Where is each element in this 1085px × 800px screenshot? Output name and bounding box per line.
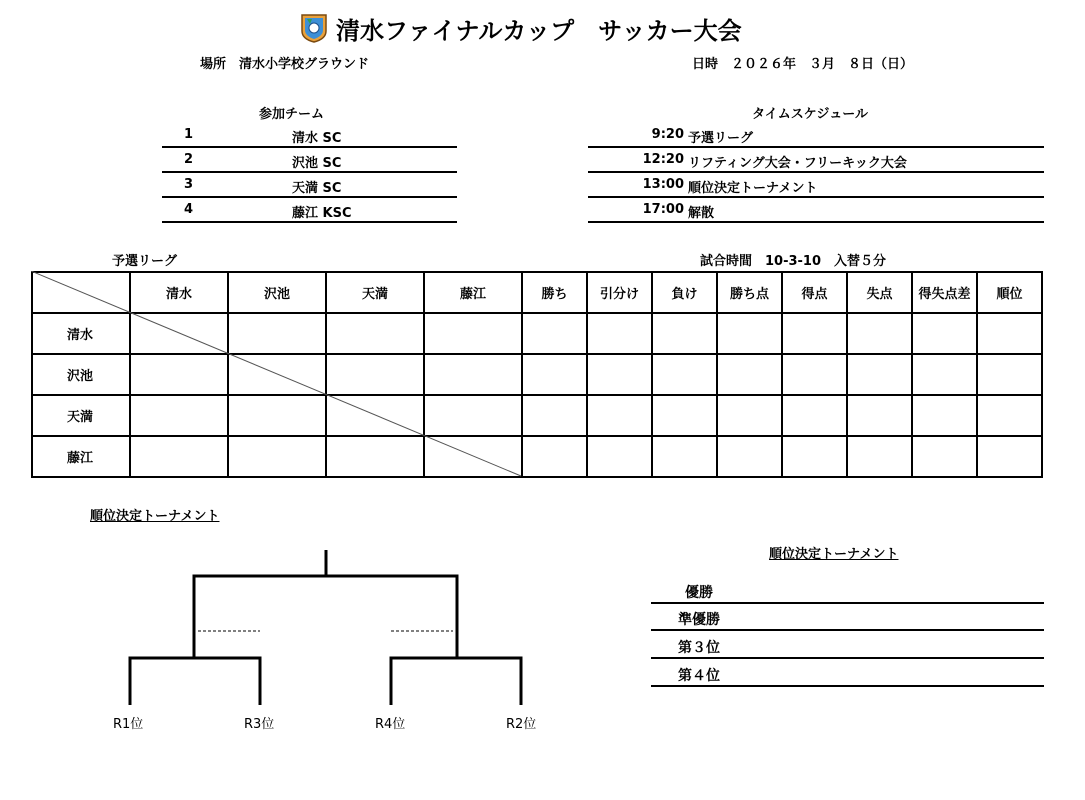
- stat-cell[interactable]: [782, 436, 847, 477]
- row-header: 天満: [32, 395, 130, 436]
- results-heading: 順位決定トーナメント: [769, 547, 899, 562]
- stat-cell[interactable]: [522, 436, 587, 477]
- stat-cell[interactable]: [912, 395, 977, 436]
- team-row: [162, 199, 457, 223]
- bracket-slot-r3: R3位: [244, 717, 275, 732]
- stat-cell[interactable]: [587, 395, 652, 436]
- score-cell[interactable]: [424, 313, 522, 354]
- stat-cell[interactable]: [717, 354, 782, 395]
- table-row: [32, 436, 1042, 477]
- league-heading: 予選リーグ: [112, 254, 178, 269]
- schedule-row: [588, 149, 1044, 173]
- stat-cell[interactable]: [587, 354, 652, 395]
- score-cell[interactable]: [424, 436, 522, 477]
- tournament-bracket: [100, 540, 560, 710]
- col-header: 天満: [326, 272, 424, 313]
- stat-cell[interactable]: [977, 354, 1042, 395]
- stat-cell[interactable]: [717, 395, 782, 436]
- team-name: 沢池 SC: [292, 156, 342, 171]
- table-row: [32, 313, 1042, 354]
- schedule-event: 予選リーグ: [688, 131, 754, 146]
- col-header: 勝ち点: [717, 272, 782, 313]
- stat-cell[interactable]: [717, 436, 782, 477]
- stat-cell[interactable]: [587, 313, 652, 354]
- result-row: [651, 604, 1044, 631]
- schedule-time: 9:20: [651, 127, 684, 142]
- stat-cell[interactable]: [652, 436, 717, 477]
- score-cell[interactable]: [326, 354, 424, 395]
- schedule-event: 順位決定トーナメント: [688, 181, 818, 196]
- score-cell[interactable]: [130, 436, 228, 477]
- league-info: 試合時間 10-3-10 入替５分: [700, 254, 887, 269]
- stat-cell[interactable]: [782, 313, 847, 354]
- team-number: 4: [184, 202, 194, 217]
- stat-cell[interactable]: [977, 436, 1042, 477]
- col-header: 順位: [977, 272, 1042, 313]
- title-text: 清水ファイナルカップ サッカー大会: [336, 16, 742, 45]
- stat-cell[interactable]: [847, 354, 912, 395]
- score-cell[interactable]: [326, 313, 424, 354]
- schedule-event: 解散: [688, 206, 715, 221]
- bracket-semifinal-left: [130, 658, 260, 705]
- row-header: 沢池: [32, 354, 130, 395]
- team-name: 清水 SC: [292, 131, 342, 146]
- stat-cell[interactable]: [522, 354, 587, 395]
- stat-cell[interactable]: [847, 436, 912, 477]
- score-cell[interactable]: [228, 313, 326, 354]
- col-header: 清水: [130, 272, 228, 313]
- schedule-row: [588, 199, 1044, 223]
- schedule-time: 17:00: [642, 202, 684, 217]
- league-table: [31, 271, 1043, 478]
- stat-cell[interactable]: [977, 395, 1042, 436]
- result-label: 準優勝: [678, 612, 720, 628]
- score-cell[interactable]: [130, 313, 228, 354]
- col-header: 得失点差: [912, 272, 977, 313]
- score-cell[interactable]: [424, 354, 522, 395]
- col-header: 藤江: [424, 272, 522, 313]
- schedule-event: リフティング大会・フリーキック大会: [688, 156, 907, 171]
- stat-cell[interactable]: [717, 313, 782, 354]
- team-number: 2: [184, 152, 194, 167]
- row-header: 藤江: [32, 436, 130, 477]
- stat-cell[interactable]: [652, 395, 717, 436]
- stat-cell[interactable]: [652, 313, 717, 354]
- col-header: 沢池: [228, 272, 326, 313]
- bracket-semifinal-right: [391, 658, 521, 705]
- stat-cell[interactable]: [847, 395, 912, 436]
- result-row: [651, 660, 1044, 687]
- stat-cell[interactable]: [912, 354, 977, 395]
- schedule-row: [588, 174, 1044, 198]
- col-header: 得点: [782, 272, 847, 313]
- team-number: 1: [184, 127, 194, 142]
- score-cell[interactable]: [228, 354, 326, 395]
- result-label: 優勝: [685, 585, 713, 601]
- team-name: 藤江 KSC: [292, 206, 352, 221]
- page-title: [300, 8, 742, 48]
- result-row: [651, 632, 1044, 659]
- team-name: 天満 SC: [292, 181, 342, 196]
- schedule-time: 12:20: [642, 152, 684, 167]
- stat-cell[interactable]: [912, 313, 977, 354]
- team-row: [162, 174, 457, 198]
- club-emblem-icon: [300, 13, 328, 43]
- bracket-slot-r4: R4位: [375, 717, 406, 732]
- schedule-row: [588, 124, 1044, 148]
- table-row: [32, 354, 1042, 395]
- stat-cell[interactable]: [522, 313, 587, 354]
- tournament-heading: 順位決定トーナメント: [90, 509, 220, 524]
- venue-label: 場所 清水小学校グラウンド: [200, 57, 370, 72]
- col-header: 失点: [847, 272, 912, 313]
- stat-cell[interactable]: [782, 395, 847, 436]
- score-cell[interactable]: [130, 395, 228, 436]
- stat-cell[interactable]: [587, 436, 652, 477]
- teams-heading: 参加チーム: [259, 107, 325, 122]
- stat-cell[interactable]: [912, 436, 977, 477]
- col-header: 引分け: [587, 272, 652, 313]
- league-header-row: [32, 272, 1042, 313]
- score-cell[interactable]: [228, 395, 326, 436]
- schedule-heading: タイムスケジュール: [752, 107, 868, 122]
- team-row: [162, 124, 457, 148]
- row-header: 清水: [32, 313, 130, 354]
- col-header: 負け: [652, 272, 717, 313]
- stat-cell[interactable]: [652, 354, 717, 395]
- score-cell[interactable]: [130, 354, 228, 395]
- score-cell[interactable]: [326, 436, 424, 477]
- stat-cell[interactable]: [847, 313, 912, 354]
- bracket-slot-r2: R2位: [506, 717, 537, 732]
- team-number: 3: [184, 177, 194, 192]
- score-cell[interactable]: [228, 436, 326, 477]
- table-row: [32, 395, 1042, 436]
- result-label: 第４位: [678, 668, 720, 684]
- score-cell[interactable]: [424, 395, 522, 436]
- stat-cell[interactable]: [522, 395, 587, 436]
- schedule-time: 13:00: [642, 177, 684, 192]
- result-row: [651, 577, 1044, 604]
- corner-cell: [32, 272, 130, 313]
- date-label: 日時 ２０２６年 ３月 ８日（日）: [692, 57, 914, 72]
- col-header: 勝ち: [522, 272, 587, 313]
- bracket-final: [194, 576, 457, 658]
- stat-cell[interactable]: [782, 354, 847, 395]
- team-row: [162, 149, 457, 173]
- stat-cell[interactable]: [977, 313, 1042, 354]
- result-label: 第３位: [678, 640, 720, 656]
- score-cell[interactable]: [326, 395, 424, 436]
- bracket-slot-r1: R1位: [113, 717, 144, 732]
